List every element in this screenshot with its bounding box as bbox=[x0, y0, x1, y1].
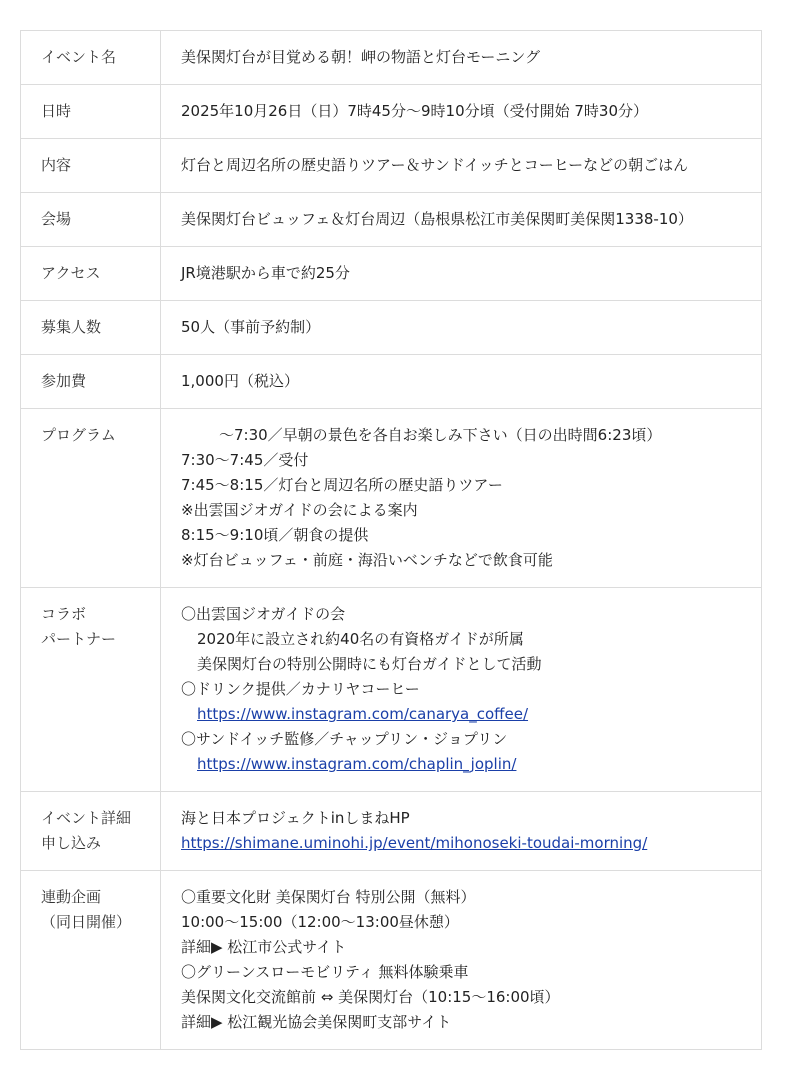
related-detail: 10:00〜15:00（12:00〜13:00昼休憩） bbox=[181, 913, 459, 931]
row-datetime bbox=[21, 85, 762, 139]
row-label bbox=[21, 792, 161, 871]
partner-heading: 〇サンドイッチ監修／チャップリン・ジョプリン bbox=[181, 730, 508, 748]
capacity-text: 50人（事前予約制） bbox=[181, 318, 321, 336]
details-link-wrap bbox=[181, 831, 741, 856]
partner-detail: 美保関灯台の特別公開時にも灯台ガイドとして活動 bbox=[197, 655, 542, 673]
partner-link-wrap bbox=[181, 702, 741, 727]
row-related-events bbox=[21, 871, 762, 1050]
label-text: 会場 bbox=[41, 210, 72, 228]
row-value bbox=[161, 355, 762, 409]
chaplin-joplin-link[interactable]: https://www.instagram.com/chaplin_joplin/ bbox=[197, 755, 517, 773]
access-text: JR境港駅から車で約25分 bbox=[181, 264, 350, 282]
label-text: 連動企画 bbox=[41, 888, 102, 906]
program-line: 〜7:30／早朝の景色を各自お楽しみ下さい（日の出時間6:23頃） bbox=[219, 426, 662, 444]
row-venue bbox=[21, 193, 762, 247]
label-text: 申し込み bbox=[41, 834, 102, 852]
related-detail-link[interactable]: 詳細▶ 松江観光協会美保関町支部サイト bbox=[181, 1013, 452, 1031]
row-label bbox=[21, 355, 161, 409]
row-label bbox=[21, 85, 161, 139]
label-text: （同日開催） bbox=[41, 913, 132, 931]
partner-heading: 〇出雲国ジオガイドの会 bbox=[181, 605, 346, 623]
program-line: 7:30〜7:45／受付 bbox=[181, 451, 309, 469]
details-text: 海と日本プロジェクトinしまねHP bbox=[181, 809, 410, 827]
row-access bbox=[21, 247, 762, 301]
label-text: コラボ bbox=[41, 605, 87, 623]
canarya-coffee-link[interactable]: https://www.instagram.com/canarya_coffee/ bbox=[197, 705, 529, 723]
row-value bbox=[161, 85, 762, 139]
label-text: 内容 bbox=[41, 156, 72, 174]
partner-link-wrap bbox=[181, 752, 741, 777]
content-text: 灯台と周辺名所の歴史語りツアー＆サンドイッチとコーヒーなどの朝ごはん bbox=[181, 156, 689, 174]
program-line: 8:15〜9:10頃／朝食の提供 bbox=[181, 526, 369, 544]
event-detail-link[interactable]: https://shimane.uminohi.jp/event/mihonoseki-toudai-morning/ bbox=[181, 834, 648, 852]
row-label bbox=[21, 31, 161, 85]
row-details bbox=[21, 792, 762, 871]
row-label bbox=[21, 139, 161, 193]
row-value bbox=[161, 193, 762, 247]
row-label bbox=[21, 588, 161, 792]
fee-text: 1,000円（税込） bbox=[181, 372, 299, 390]
program-line: 7:45〜8:15／灯台と周辺名所の歴史語りツアー bbox=[181, 476, 503, 494]
row-content bbox=[21, 139, 762, 193]
row-label bbox=[21, 871, 161, 1050]
event-info-table bbox=[20, 30, 762, 1050]
row-value bbox=[161, 409, 762, 588]
label-text: 参加費 bbox=[41, 372, 87, 390]
row-value bbox=[161, 247, 762, 301]
event-title: 美保関灯台が目覚める朝！岬の物語と灯台モーニング bbox=[181, 48, 541, 66]
row-fee bbox=[21, 355, 762, 409]
row-value bbox=[161, 792, 762, 871]
program-note: ※灯台ビュッフェ・前庭・海沿いベンチなどで飲食可能 bbox=[181, 551, 553, 569]
label-text: 日時 bbox=[41, 102, 72, 120]
related-detail-link[interactable]: 詳細▶ 松江市公式サイト bbox=[181, 938, 347, 956]
program-note: ※出雲国ジオガイドの会による案内 bbox=[181, 501, 418, 519]
label-text: パートナー bbox=[41, 630, 117, 648]
row-value bbox=[161, 31, 762, 85]
row-label bbox=[21, 193, 161, 247]
partner-heading: 〇ドリンク提供／カナリヤコーヒー bbox=[181, 680, 420, 698]
related-heading: 〇重要文化財 美保関灯台 特別公開（無料） bbox=[181, 888, 476, 906]
row-partners bbox=[21, 588, 762, 792]
row-value bbox=[161, 301, 762, 355]
row-program bbox=[21, 409, 762, 588]
row-value bbox=[161, 588, 762, 792]
row-value bbox=[161, 871, 762, 1050]
row-label bbox=[21, 409, 161, 588]
venue-text: 美保関灯台ビュッフェ＆灯台周辺（島根県松江市美保関町美保関1338-10） bbox=[181, 210, 693, 228]
partner-detail: 2020年に設立され約40名の有資格ガイドが所属 bbox=[197, 630, 524, 648]
label-text: イベント名 bbox=[41, 48, 117, 66]
row-label bbox=[21, 247, 161, 301]
label-text: プログラム bbox=[41, 426, 116, 444]
datetime-text: 2025年10月26日（日）7時45分〜9時10分頃（受付開始 7時30分） bbox=[181, 102, 649, 120]
label-text: イベント詳細 bbox=[41, 809, 132, 827]
row-event-name bbox=[21, 31, 762, 85]
label-text: アクセス bbox=[41, 264, 101, 282]
row-value bbox=[161, 139, 762, 193]
label-text: 募集人数 bbox=[41, 318, 102, 336]
related-detail: 美保関文化交流館前 ⇔ 美保関灯台（10:15〜16:00頃） bbox=[181, 988, 560, 1006]
row-capacity bbox=[21, 301, 762, 355]
related-heading: 〇グリーンスローモビリティ 無料体験乗車 bbox=[181, 963, 469, 981]
row-label bbox=[21, 301, 161, 355]
